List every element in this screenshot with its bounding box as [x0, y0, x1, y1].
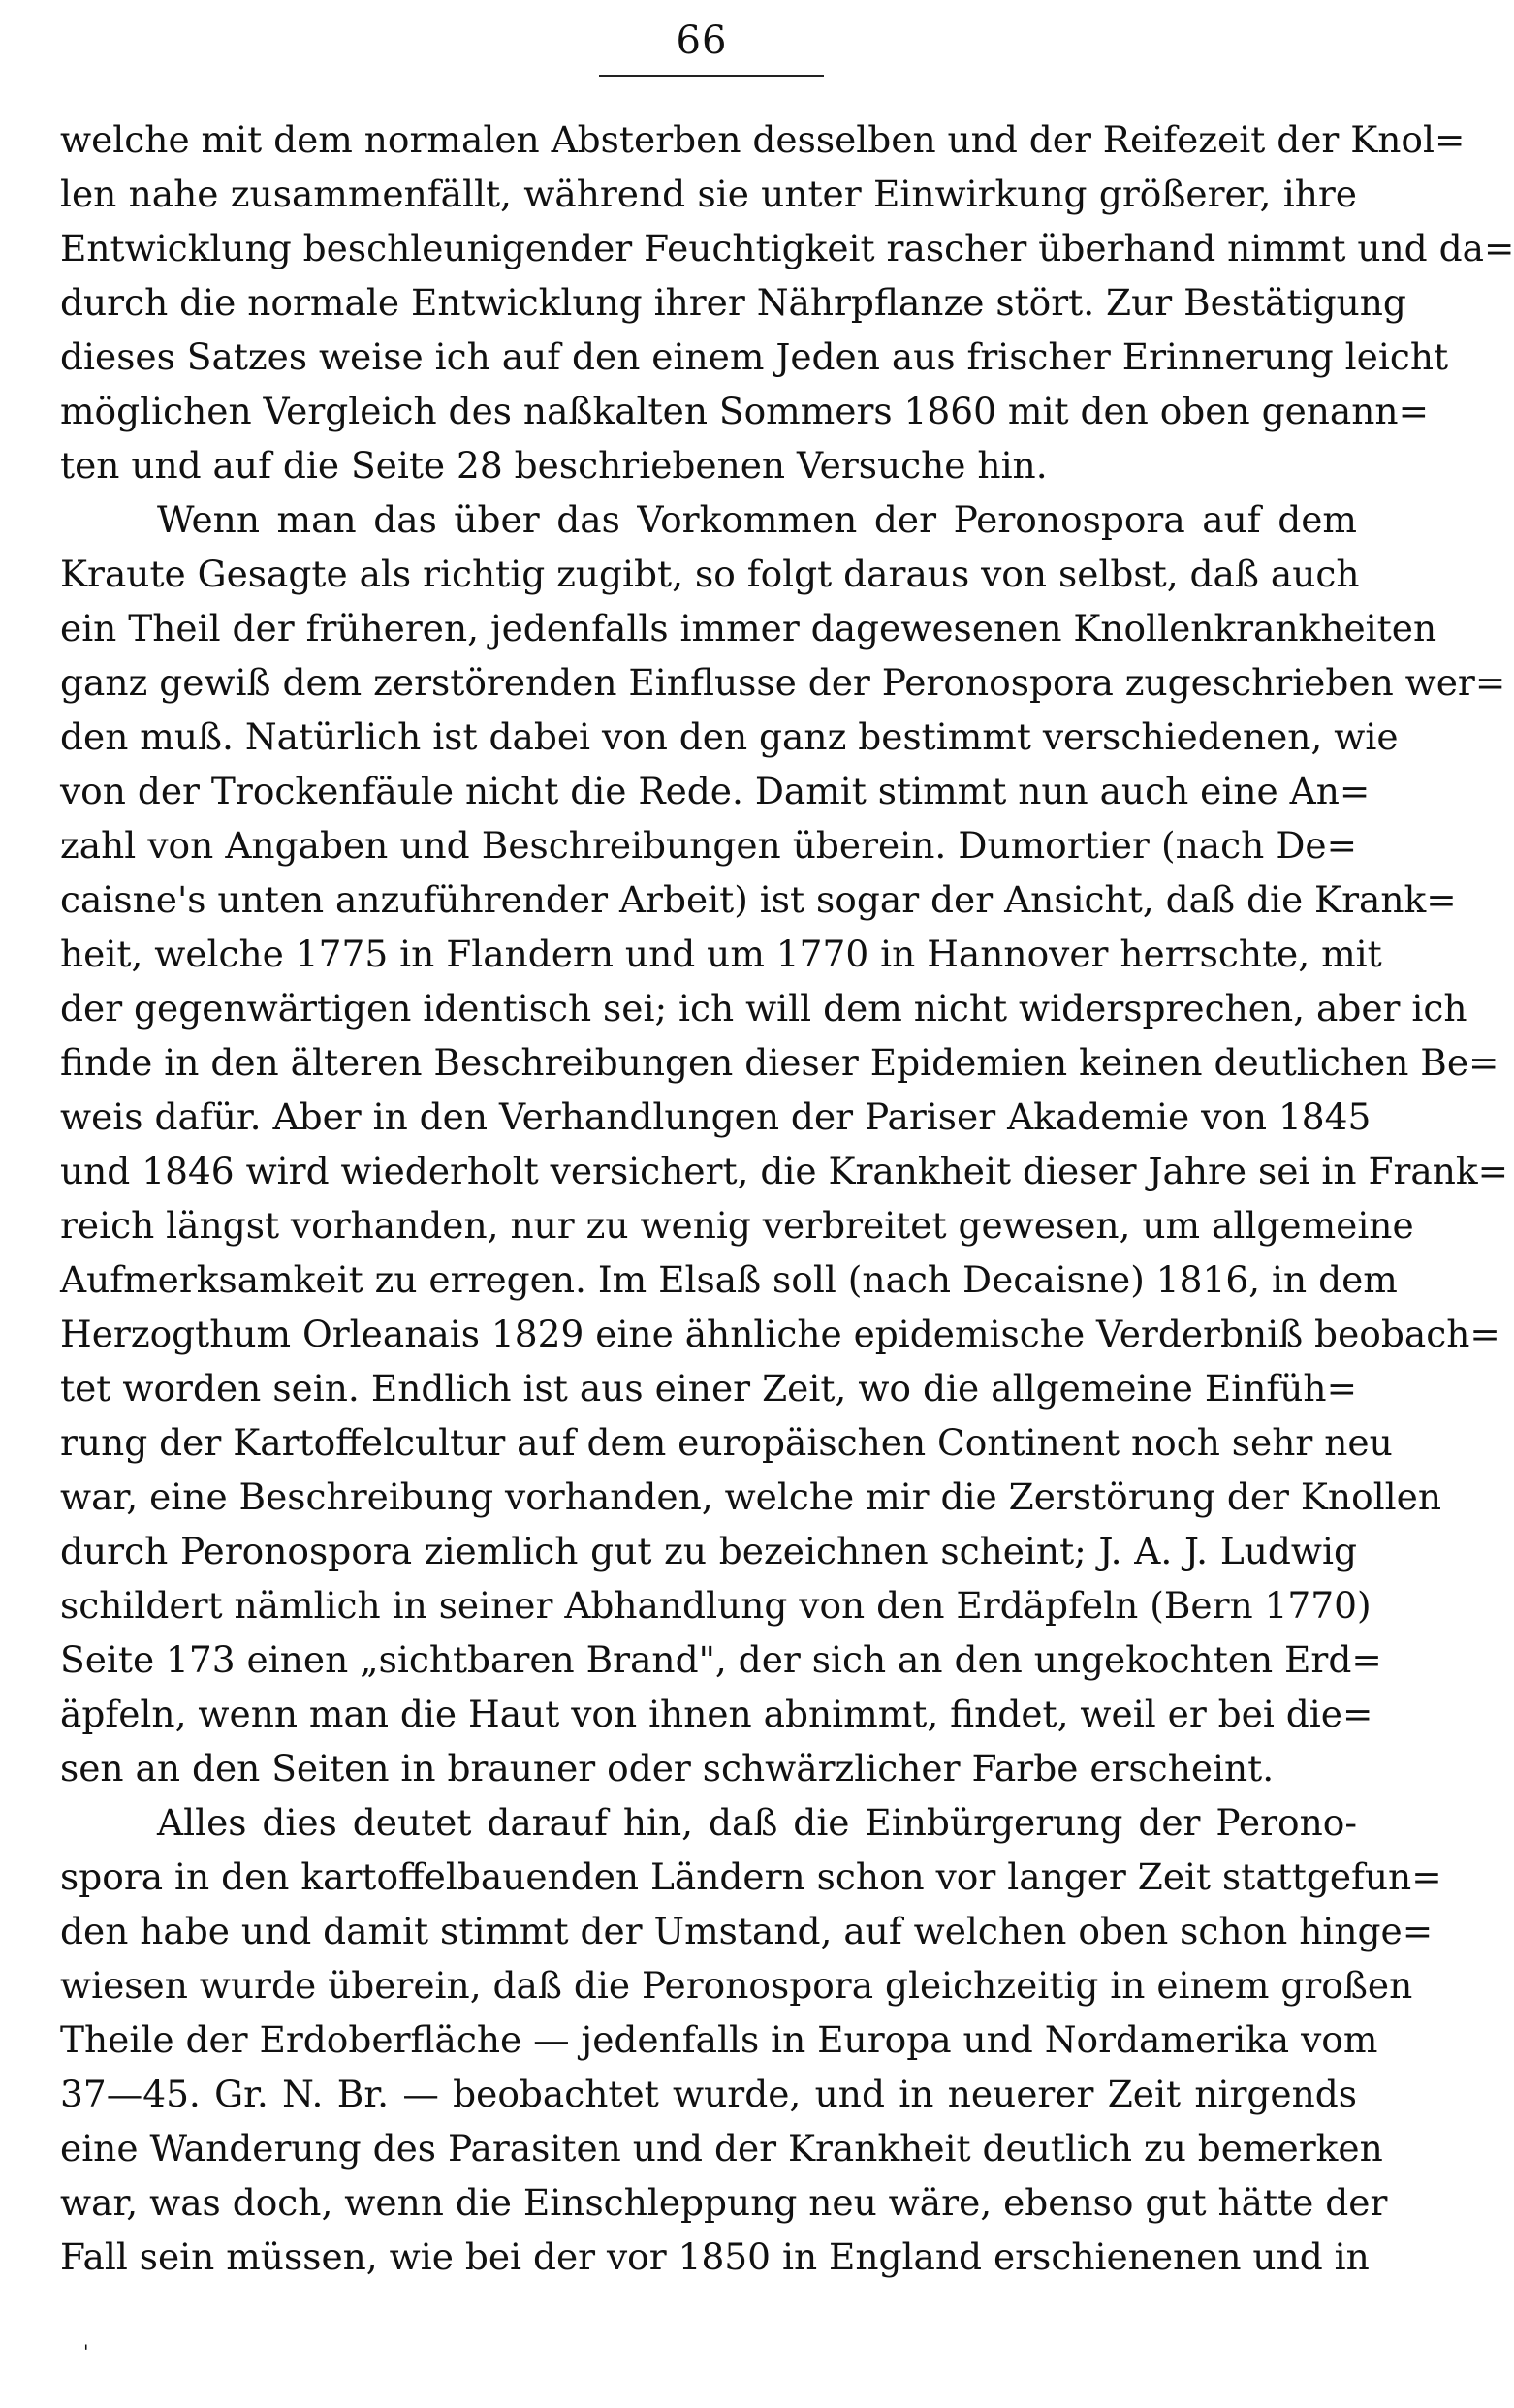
text-line: sen an den Seiten in brauner oder schwärzlicher Farbe erscheint.	[60, 1747, 1275, 1790]
text-line: welche mit dem normalen Absterben desselben und der Reifezeit der Knol=	[60, 118, 1466, 161]
text-line: den habe und damit stimmt der Umstand, auf welchen oben schon hinge=	[60, 1910, 1434, 1952]
text-line: Kraute Gesagte als richtig zugibt, so folgt daraus von selbst, daß auch	[60, 553, 1360, 595]
text-line: Entwicklung beschleunigender Feuchtigkeit rascher überhand nimmt und da=	[60, 227, 1514, 269]
text-line: Herzogthum Orleanais 1829 eine ähnliche epidemische Verderbniß beobach=	[60, 1313, 1500, 1355]
text-line: Aufmerksamkeit zu erregen. Im Elsaß soll (nach Decaisne) 1816, in dem	[60, 1258, 1398, 1301]
text-line: und 1846 wird wiederholt versichert, die Krankheit dieser Jahre sei in Frank=	[60, 1150, 1509, 1192]
text-line: wiesen wurde überein, daß die Peronospora gleichzeitig in einem großen	[60, 1964, 1413, 2007]
text-line: zahl von Angaben und Beschreibungen überein. Dumortier (nach De=	[60, 824, 1357, 867]
text-line: finde in den älteren Beschreibungen dieser Epidemien keinen deutlichen Be=	[60, 1041, 1499, 1084]
text-line: war, was doch, wenn die Einschleppung neu wäre, ebenso gut hätte der	[60, 2181, 1388, 2224]
page-number: 66	[676, 18, 728, 63]
text-line: von der Trockenfäule nicht die Rede. Damit stimmt nun auch eine An=	[60, 770, 1371, 812]
text-line: Alles dies deutet darauf hin, daß die Einbürgerung der Perono-	[157, 1801, 1357, 1844]
paragraph-1	[60, 112, 1514, 492]
body-text	[60, 112, 1514, 2284]
text-line: möglichen Vergleich des naßkalten Sommers 1860 mit den oben genann=	[60, 390, 1429, 432]
text-line: caisne's unten anzuführender Arbeit) ist sogar der Ansicht, daß die Krank=	[60, 878, 1457, 921]
text-line: Theile der Erdoberfläche — jedenfalls in Europa und Nordamerika vom	[60, 2018, 1378, 2061]
text-line: Fall sein müssen, wie bei der vor 1850 in England erschienenen und in	[60, 2235, 1370, 2278]
text-line: tet worden sein. Endlich ist aus einer Zeit, wo die allgemeine Einfüh=	[60, 1367, 1357, 1410]
text-line: Seite 173 einen „sichtbaren Brand", der sich an den ungekochten Erd=	[60, 1638, 1382, 1681]
text-line: durch die normale Entwicklung ihrer Nährpflanze stört. Zur Bestätigung	[60, 281, 1406, 324]
text-line: durch Peronospora ziemlich gut zu bezeichnen scheint; J. A. J. Ludwig	[60, 1530, 1357, 1572]
text-line: äpfeln, wenn man die Haut von ihnen abnimmt, findet, weil er bei die=	[60, 1693, 1373, 1735]
text-line: den muß. Natürlich ist dabei von den ganz bestimmt verschiedenen, wie	[60, 715, 1399, 758]
text-line: dieses Satzes weise ich auf den einem Jeden aus frischer Erinnerung leicht	[60, 335, 1449, 378]
text-line: war, eine Beschreibung vorhanden, welche mir die Zerstörung der Knollen	[60, 1475, 1441, 1518]
text-line: weis dafür. Aber in den Verhandlungen der Pariser Akademie von 1845	[60, 1095, 1372, 1138]
text-line: reich längst vorhanden, nur zu wenig verbreitet gewesen, um allgemeine	[60, 1204, 1414, 1247]
text-line: der gegenwärtigen identisch sei; ich will dem nicht widersprechen, aber ich	[60, 987, 1467, 1030]
header-rule	[599, 75, 824, 77]
text-line: Wenn man das über das Vorkommen der Peronospora auf dem	[157, 498, 1357, 541]
paragraph-2	[60, 492, 1509, 1795]
text-line: eine Wanderung des Parasiten und der Krankheit deutlich zu bemerken	[60, 2127, 1383, 2170]
text-line: schildert nämlich in seiner Abhandlung von den Erdäpfeln (Bern 1770)	[60, 1584, 1372, 1627]
text-line: 37—45. Gr. N. Br. — beobachtet wurde, und in neuerer Zeit nirgends	[60, 2073, 1357, 2115]
stray-print-mark: '	[83, 2340, 89, 2363]
text-line: heit, welche 1775 in Flandern und um 1770 in Hannover herrschte, mit	[60, 933, 1382, 975]
text-line: rung der Kartoffelcultur auf dem europäischen Continent noch sehr neu	[60, 1421, 1393, 1464]
text-line: ganz gewiß dem zerstörenden Einflusse der Peronospora zugeschrieben wer=	[60, 661, 1506, 704]
paragraph-3	[60, 1795, 1442, 2284]
text-line: ten und auf die Seite 28 beschriebenen Versuche hin.	[60, 444, 1048, 487]
text-line: spora in den kartoffelbauenden Ländern schon vor langer Zeit stattgefun=	[60, 1855, 1442, 1898]
text-line: ein Theil der früheren, jedenfalls immer dagewesenen Knollenkrankheiten	[60, 607, 1437, 650]
text-line: len nahe zusammenfällt, während sie unter Einwirkung größerer, ihre	[60, 173, 1357, 215]
